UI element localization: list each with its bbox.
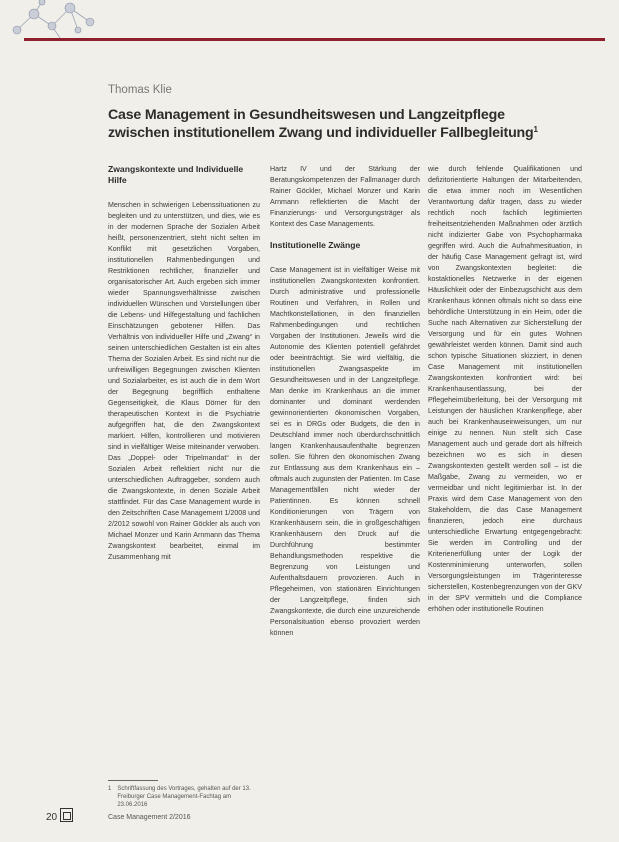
column-3 bbox=[428, 164, 582, 625]
body-paragraph: wie durch fehlende Qualifikationen und defizitorientierte Haltungen der Mitarbeitenden, die etwa immer noch im Wesentlichen Verantwortung dafür tragen, dass zu wieder rechtlich noch fachlich legitimierten freiheitsentziehenden Maßnahmen oder ärztlich nicht indizierter Gabe von Psychopharmaka gegriffen wird. Auch die Aufnahmesituation, in der häufig Case Management gefragt ist, wird von Zwangskontexten begleitet: die kostaktionelles Netzwerke in der eigenen Häuslichkeit oder der Einbezugschicht aus dem Krankenhaus können oftmals nicht so dass eine behördliche Unterstützung in ein Heim, oder die Suche nach Alternativen zur Sicherstellung der Versorgung und für ein gutes Wohnen gewährleistet werden können. Damit sind auch schon typische Situationen skizziert, in denen Case Management mit institutionellen Zwangskontexten konfrontiert wird: bei Krankenhausentlassung, bei der Pflegeheimüberleitung, bei der Versorgung mit Leistungen der häuslichen Krankenpflege, aber auch bei Krankenhauseinweisungen, um nur einige zu nennen. Nun stellt sich Case Management auch und gerade dort als hilfreich bezeichnen wo es sich in diesen Zwangskontexten gestellt werden soll – ist die Maßgabe, Zwang zu vermeiden, wo er vermeidbar und nicht legitimierbar ist. In der Praxis wird dem Case Management von den Stakeholdern, die das Case Management finanzieren, jedoch eine durchaus unterschiedliche Erwartung entgegengebracht: Sie werden im Controlling und der Kriterienerfüllung unter der Logik der Kostenminimierung unterworfen, sollen Versorgungsleistungen im Trägerinteresse sicherstellen, Kostenbegrenzungen von der GKV in der SPV vermitteln und die Compliance erhöhen oder institutionelle Routinen bbox=[428, 165, 582, 613]
section-heading-institutionelle-zwaenge: Institutionelle Zwänge bbox=[270, 240, 361, 250]
footnote-rule bbox=[108, 780, 158, 781]
column-2 bbox=[270, 164, 420, 649]
body-paragraph: Menschen in schwierigen Lebenssituationen zu begleiten und zu unterstützen, und dies, wie es in der modernen Sprache der Sozialen Arbeit heißt, personenzentriert, steht nicht selten im Konflikt mit gesetzlichen Vorgaben, institutionellen Rahmenbedingungen und Restriktionen rechtlicher, finanzieller und organisatorischer Art. Auch ergeben sich immer wieder Spannungsverhältnisse zwischen individuellen Wünschen und Vorstellungen über die Lebens- und Hilfegestaltung und fachlichen Einschätzungen gebotener Hilfen. Das Verhältnis von individueller Hilfe und „Zwang“ in seinen unterschiedlichen Gestalten ist ein altes Thema der Sozialen Arbeit. Es sind nicht nur die unfreiwilligen Begegnungen zwischen Klienten und Sozialarbeiter, es ist auch die in dem Wort der Begegnung begrifflich enthaltene Gegenseitigkeit, die Klaus Dörner für den therapeutischen Kontext in die Psychiatrie aufgegriffen hat, die den Zwangskontext markiert. Hilfen, kontrollieren und motivieren sind in vielfältiger Weise miteinander verwoben. Das „Doppel- oder Tripelmandat“ in der Sozialen Arbeit reflektiert nicht nur die unterschiedlichen Auftraggeber, sondern auch die Zwangskontexte, in denen Soziale Arbeit stattfindet. Für das Case Management wurde in den Zeitschriften Case Management 1/2008 und 2/2012 sowohl von Rainer Göckler als auch von Michael Monzer und Karin Arnmann das Thema Zwangskontext bearbeitet, einmal im Zusammenhang mit bbox=[108, 201, 260, 561]
footnote bbox=[108, 785, 258, 809]
body-paragraph: Case Management ist in vielfältiger Weise mit institutionellen Zwangskontexten konfrontiert. Durch administrative und professionelle Routinen und Verfahren, in Rollen und Machtkonstellationen, in den finanziellen Rahmenbedingungen und rechtlichen Vorgaben der Institutionen. Jeweils wird die Autonomie des Klienten potentiell gefährdet oder beeinträchtigt. Sie wird vielfältig, die institutionellen Zwangsaspekte im Gesundheitswesen und in der Langzeitpflege. Man denke im Krankenhaus an die immer dominanter und dominant werdenden gewinnorientierten ökonomischen Vorgaben, sei es in DRGs oder Budgets, die den in Deutschland immer noch überdurchschnittlich langen Krankenhausaufenthalte begrenzen sollen. Sie führen den ökonomischen Zwang zur Entlassung aus dem Krankenhaus ein – oftmals auch zugunsten der Patienten. Im Case Managementfällen nicht wieder der Patientinnen. Es können schnell Konditionierungen von Trägern von Krankenhäusern sein, die in großgeschäftigen Krankenhäusern den Druck auf die Durchführung bestimmter Behandlungsmethoden respektive die Begrenzung von Leistungen und Aufenthaltsdauern provozieren. Auch in Pflegeheimen, von stationären Einrichtungen der Langzeitpflege, finden sich Zwangskontexte, die durch eine unzureichende Personalsituation ebenso provoziert werden können bbox=[270, 266, 420, 637]
title-footnote-mark: 1 bbox=[533, 125, 538, 134]
footnote-text: Schriftfassung des Vortrages, gehalten auf der 13. Freiburger Case Management-Fachtag am 23.06.2016 bbox=[117, 786, 251, 808]
page-number: 20 bbox=[46, 812, 58, 823]
journal-name: Case Management 2/2016 bbox=[108, 814, 191, 821]
header-rule bbox=[24, 38, 605, 41]
article-title bbox=[108, 106, 598, 142]
title-line-1: Case Management in Gesundheitswesen und Langzeitpflege bbox=[108, 107, 505, 123]
column-1 bbox=[108, 164, 260, 573]
title-line-2: zwischen institutionellem Zwang und individueller Fallbegleitung bbox=[108, 125, 534, 141]
body-paragraph: Hartz IV und der Stärkung der Beratungskompetenzen der Fallmanager durch Rainer Göckler, Michael Monzer und Karin Arnmann reflektierten die Macht der Finanzierungs- und Versorgungsträger als Kontext des Case Managements. bbox=[270, 165, 420, 228]
section-heading-zwangskontexte: Zwangskontexte und Individuelle Hilfe bbox=[108, 164, 244, 185]
author-name: Thomas Klie bbox=[108, 84, 172, 96]
footnote-number: 1 bbox=[108, 786, 112, 792]
journal-logo-icon bbox=[60, 808, 73, 822]
molecule-decoration bbox=[12, 0, 102, 40]
